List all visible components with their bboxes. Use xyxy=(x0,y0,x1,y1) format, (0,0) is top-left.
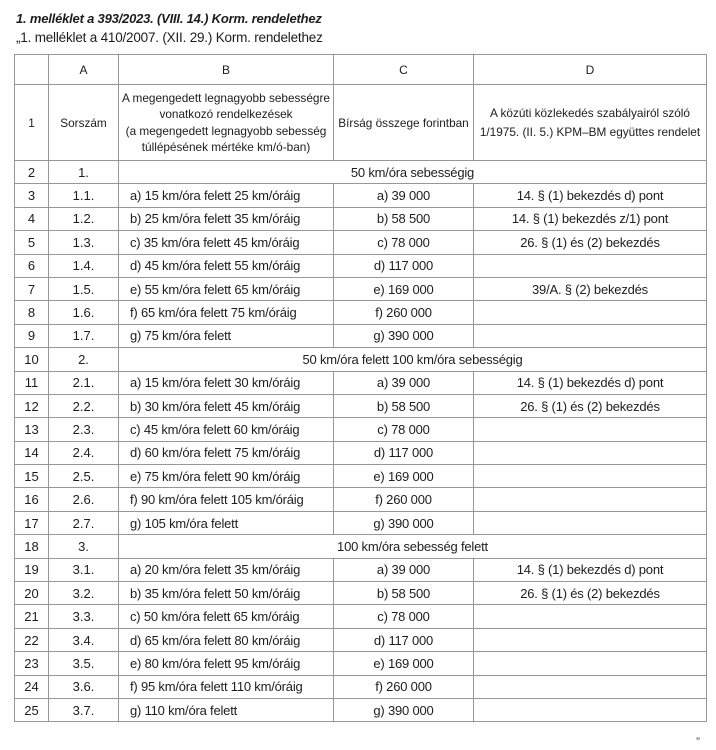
regulation-cell xyxy=(474,488,707,511)
fine-amount-cell: b) 58 500 xyxy=(334,582,474,605)
header-provision-line4: túllépésének mértéke km/ó-ban) xyxy=(141,140,311,154)
regulation-cell: 26. § (1) és (2) bekezdés xyxy=(474,582,707,605)
provision-cell: f) 95 km/óra felett 110 km/óráig xyxy=(119,675,334,698)
regulation-cell: 39/A. § (2) bekezdés xyxy=(474,277,707,300)
table-row xyxy=(15,698,707,721)
regulation-cell: 26. § (1) és (2) bekezdés xyxy=(474,394,707,417)
table-row xyxy=(15,441,707,464)
sorszam-cell: 1.1. xyxy=(49,184,119,207)
row-number-cell: 25 xyxy=(15,698,49,721)
regulation-cell xyxy=(474,465,707,488)
table-row xyxy=(15,394,707,417)
table-section-row xyxy=(15,161,707,184)
sorszam-cell: 1. xyxy=(49,161,119,184)
speeding-fine-table xyxy=(14,54,707,722)
fine-amount-cell: f) 260 000 xyxy=(334,301,474,324)
header-regulation-line2: 1/1975. (II. 5.) KPM–BM együttes rendelet xyxy=(479,124,701,139)
regulation-cell: 26. § (1) és (2) bekezdés xyxy=(474,231,707,254)
table-row xyxy=(15,207,707,230)
sorszam-cell: 3.6. xyxy=(49,675,119,698)
column-letter-b: B xyxy=(119,55,334,85)
table-row xyxy=(15,371,707,394)
fine-amount-cell: f) 260 000 xyxy=(334,675,474,698)
table-row xyxy=(15,418,707,441)
sorszam-cell: 1.6. xyxy=(49,301,119,324)
table-row xyxy=(15,231,707,254)
section-header-cell: 50 km/óra felett 100 km/óra sebességig xyxy=(119,348,707,371)
fine-amount-cell: f) 260 000 xyxy=(334,488,474,511)
provision-cell: c) 50 km/óra felett 65 km/óráig xyxy=(119,605,334,628)
row-number-cell: 2 xyxy=(15,161,49,184)
regulation-cell xyxy=(474,441,707,464)
fine-amount-cell: e) 169 000 xyxy=(334,465,474,488)
row-number-cell: 21 xyxy=(15,605,49,628)
row-number-cell: 18 xyxy=(15,535,49,558)
header-regulation-line1: A közúti közlekedés szabályairól szóló xyxy=(490,106,690,120)
header-regulation-cell xyxy=(474,85,707,161)
row-number-cell: 16 xyxy=(15,488,49,511)
sorszam-cell: 3.3. xyxy=(49,605,119,628)
sorszam-cell: 3.1. xyxy=(49,558,119,581)
header-provision-line3: (a megengedett legnagyobb sebesség xyxy=(125,123,327,138)
fine-amount-cell: c) 78 000 xyxy=(334,605,474,628)
section-header-cell: 100 km/óra sebesség felett xyxy=(119,535,707,558)
provision-cell: b) 25 km/óra felett 35 km/óráig xyxy=(119,207,334,230)
fine-amount-cell: g) 390 000 xyxy=(334,698,474,721)
fine-amount-cell: a) 39 000 xyxy=(334,558,474,581)
fine-amount-cell: g) 390 000 xyxy=(334,324,474,347)
row-number-cell: 9 xyxy=(15,324,49,347)
sorszam-cell: 2.4. xyxy=(49,441,119,464)
annex-heading-quoted: „1. melléklet a 410/2007. (XII. 29.) Korm. rendelethez xyxy=(16,30,323,45)
document-headings xyxy=(0,0,716,48)
table-row xyxy=(15,184,707,207)
regulation-cell xyxy=(474,628,707,651)
column-letter-d: D xyxy=(474,55,707,85)
provision-cell: d) 60 km/óra felett 75 km/óráig xyxy=(119,441,334,464)
sorszam-cell: 2. xyxy=(49,348,119,371)
row-number-cell: 8 xyxy=(15,301,49,324)
sorszam-cell: 3.2. xyxy=(49,582,119,605)
fine-amount-cell: e) 169 000 xyxy=(334,652,474,675)
column-letter-empty xyxy=(15,55,49,85)
regulation-cell xyxy=(474,605,707,628)
sorszam-cell: 2.6. xyxy=(49,488,119,511)
provision-cell: d) 45 km/óra felett 55 km/óráig xyxy=(119,254,334,277)
regulation-cell: 14. § (1) bekezdés d) pont xyxy=(474,371,707,394)
table-row xyxy=(15,301,707,324)
fine-amount-cell: b) 58 500 xyxy=(334,207,474,230)
sorszam-cell: 2.1. xyxy=(49,371,119,394)
provision-cell: e) 55 km/óra felett 65 km/óráig xyxy=(119,277,334,300)
sorszam-cell: 1.2. xyxy=(49,207,119,230)
regulation-cell xyxy=(474,511,707,534)
row-number-cell: 23 xyxy=(15,652,49,675)
row-number-cell: 5 xyxy=(15,231,49,254)
sorszam-cell: 3.7. xyxy=(49,698,119,721)
table-header-row xyxy=(15,85,707,161)
table-row xyxy=(15,277,707,300)
sorszam-cell: 2.2. xyxy=(49,394,119,417)
table-row xyxy=(15,652,707,675)
provision-cell: g) 110 km/óra felett xyxy=(119,698,334,721)
table-row xyxy=(15,511,707,534)
provision-cell: a) 20 km/óra felett 35 km/óráig xyxy=(119,558,334,581)
regulation-cell xyxy=(474,301,707,324)
row-number-cell: 3 xyxy=(15,184,49,207)
row-number-cell: 13 xyxy=(15,418,49,441)
provision-cell: b) 30 km/óra felett 45 km/óráig xyxy=(119,394,334,417)
column-letter-a: A xyxy=(49,55,119,85)
row-number-cell: 22 xyxy=(15,628,49,651)
fine-amount-cell: d) 117 000 xyxy=(334,254,474,277)
sorszam-cell: 1.5. xyxy=(49,277,119,300)
regulation-cell xyxy=(474,254,707,277)
header-sorszam-cell: Sorszám xyxy=(49,85,119,161)
row-number-cell: 4 xyxy=(15,207,49,230)
header-provision-line2: vonatkozó rendelkezések xyxy=(159,107,293,121)
section-header-cell: 50 km/óra sebességig xyxy=(119,161,707,184)
provision-cell: g) 105 km/óra felett xyxy=(119,511,334,534)
row-number-cell: 14 xyxy=(15,441,49,464)
provision-cell: c) 35 km/óra felett 45 km/óráig xyxy=(119,231,334,254)
header-row-number-cell: 1 xyxy=(15,85,49,161)
regulation-cell xyxy=(474,652,707,675)
annex-heading-primary: 1. melléklet a 393/2023. (VIII. 14.) Korm. rendelethez xyxy=(16,11,322,26)
table-row xyxy=(15,254,707,277)
row-number-cell: 6 xyxy=(15,254,49,277)
table-section-row xyxy=(15,535,707,558)
provision-cell: e) 75 km/óra felett 90 km/óráig xyxy=(119,465,334,488)
fine-amount-cell: c) 78 000 xyxy=(334,418,474,441)
provision-cell: f) 65 km/óra felett 75 km/óráig xyxy=(119,301,334,324)
row-number-cell: 20 xyxy=(15,582,49,605)
row-number-cell: 19 xyxy=(15,558,49,581)
row-number-cell: 11 xyxy=(15,371,49,394)
provision-cell: f) 90 km/óra felett 105 km/óráig xyxy=(119,488,334,511)
sorszam-cell: 3.5. xyxy=(49,652,119,675)
table-row xyxy=(15,558,707,581)
sorszam-cell: 2.7. xyxy=(49,511,119,534)
table-row xyxy=(15,675,707,698)
row-number-cell: 15 xyxy=(15,465,49,488)
header-provision-line1: A megengedett legnagyobb sebességre xyxy=(122,90,330,105)
column-letter-row xyxy=(15,55,707,85)
sorszam-cell: 3.4. xyxy=(49,628,119,651)
header-fine-amount-cell: Bírság összege forintban xyxy=(334,85,474,161)
provision-cell: c) 45 km/óra felett 60 km/óráig xyxy=(119,418,334,441)
row-number-cell: 24 xyxy=(15,675,49,698)
provision-cell: b) 35 km/óra felett 50 km/óráig xyxy=(119,582,334,605)
sorszam-cell: 1.4. xyxy=(49,254,119,277)
table-row xyxy=(15,628,707,651)
fine-amount-cell: d) 117 000 xyxy=(334,628,474,651)
regulation-cell xyxy=(474,675,707,698)
row-number-cell: 12 xyxy=(15,394,49,417)
provision-cell: g) 75 km/óra felett xyxy=(119,324,334,347)
row-number-cell: 17 xyxy=(15,511,49,534)
fine-amount-cell: b) 58 500 xyxy=(334,394,474,417)
row-number-cell: 7 xyxy=(15,277,49,300)
fine-amount-cell: c) 78 000 xyxy=(334,231,474,254)
regulation-cell: 14. § (1) bekezdés z/1) pont xyxy=(474,207,707,230)
sorszam-cell: 3. xyxy=(49,535,119,558)
fine-amount-cell: g) 390 000 xyxy=(334,511,474,534)
regulation-cell: 14. § (1) bekezdés d) pont xyxy=(474,558,707,581)
table-row xyxy=(15,582,707,605)
table-row xyxy=(15,324,707,347)
sorszam-cell: 2.3. xyxy=(49,418,119,441)
provision-cell: d) 65 km/óra felett 80 km/óráig xyxy=(119,628,334,651)
closing-quote-mark: ” xyxy=(696,735,700,749)
fine-amount-cell: a) 39 000 xyxy=(334,371,474,394)
regulation-cell: 14. § (1) bekezdés d) pont xyxy=(474,184,707,207)
table-section-row xyxy=(15,348,707,371)
regulation-cell xyxy=(474,324,707,347)
header-provision-cell xyxy=(119,85,334,161)
table-row xyxy=(15,465,707,488)
column-letter-c: C xyxy=(334,55,474,85)
fine-amount-cell: e) 169 000 xyxy=(334,277,474,300)
table-row xyxy=(15,488,707,511)
row-number-cell: 10 xyxy=(15,348,49,371)
table-row xyxy=(15,605,707,628)
sorszam-cell: 1.7. xyxy=(49,324,119,347)
provision-cell: a) 15 km/óra felett 30 km/óráig xyxy=(119,371,334,394)
provision-cell: a) 15 km/óra felett 25 km/óráig xyxy=(119,184,334,207)
regulation-cell xyxy=(474,698,707,721)
fine-amount-cell: a) 39 000 xyxy=(334,184,474,207)
fine-amount-cell: d) 117 000 xyxy=(334,441,474,464)
regulation-cell xyxy=(474,418,707,441)
sorszam-cell: 2.5. xyxy=(49,465,119,488)
sorszam-cell: 1.3. xyxy=(49,231,119,254)
provision-cell: e) 80 km/óra felett 95 km/óráig xyxy=(119,652,334,675)
